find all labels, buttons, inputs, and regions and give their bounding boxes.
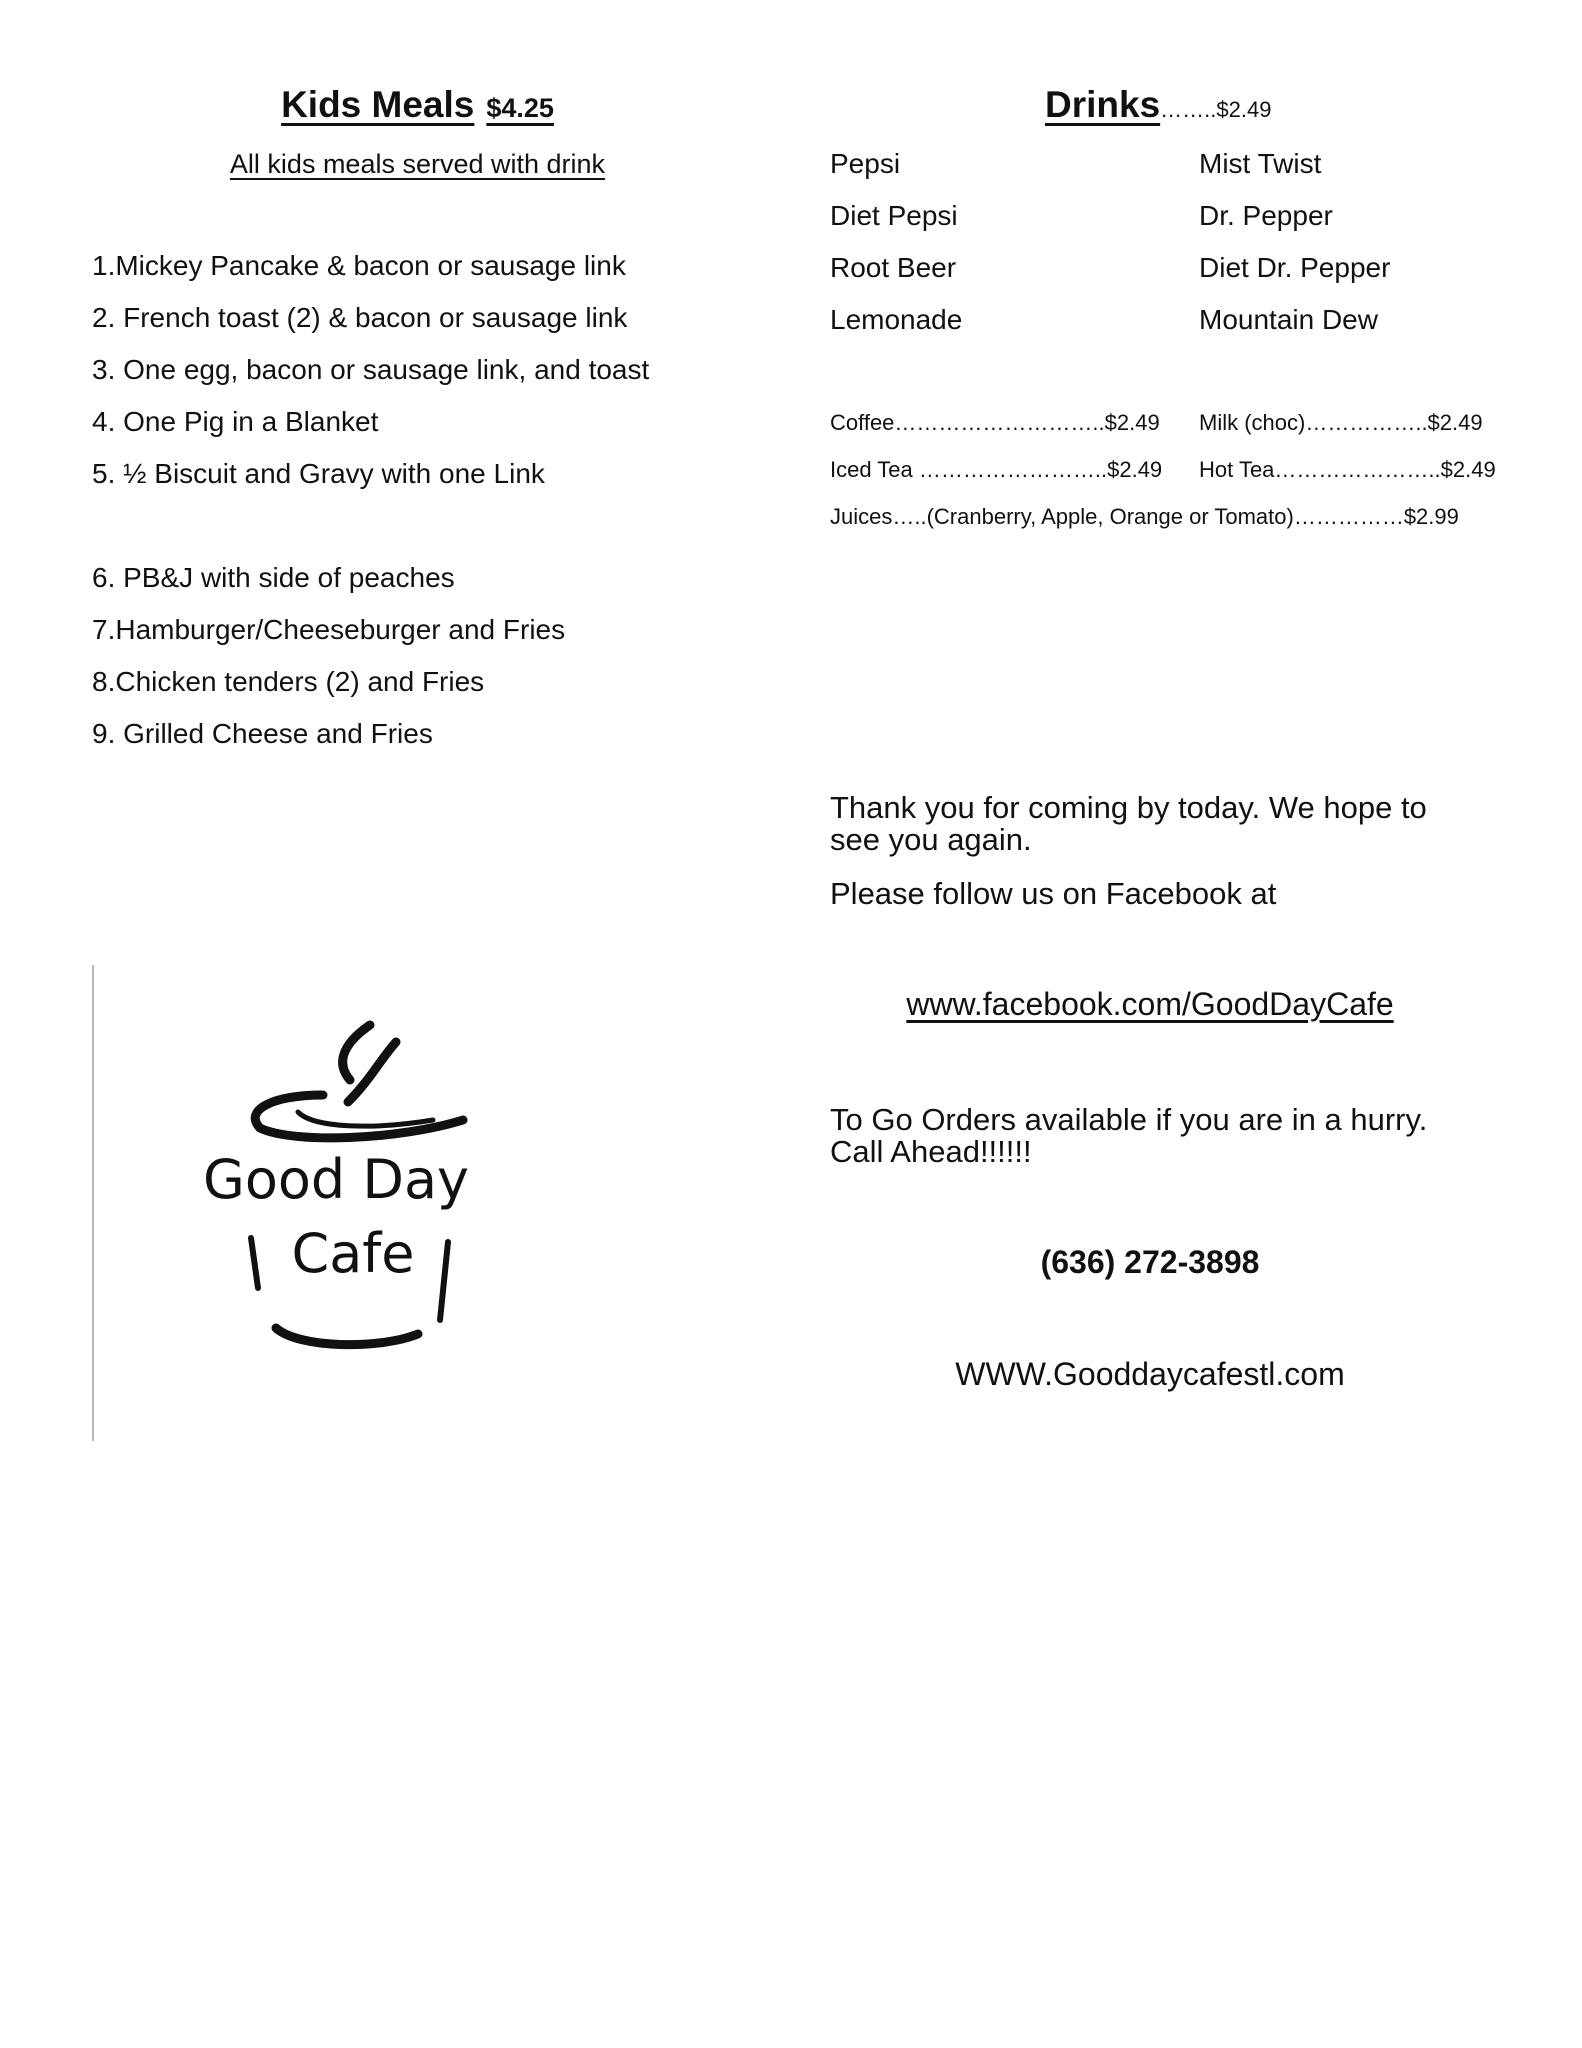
logo-text-cafe: Cafe [291, 1222, 415, 1285]
kids-meal-item-5: 5. ½ Biscuit and Gravy with one Link [92, 458, 545, 489]
soda-dr-pepper: Dr. Pepper [1199, 200, 1333, 231]
facebook-link[interactable]: www.facebook.com/GoodDayCafe [906, 986, 1394, 1022]
coffee-cup-icon [148, 1020, 528, 1370]
website-link[interactable]: WWW.Gooddaycafestl.com [955, 1356, 1345, 1392]
thank-you-message: Thank you for coming by today. We hope to see you again. [830, 790, 1427, 857]
kids-meal-item-6: 6. PB&J with side of peaches [92, 562, 455, 593]
drink-coffee: Coffee………………………..$2.49 [830, 410, 1160, 435]
drink-iced-tea: Iced Tea ……………………..$2.49 [830, 457, 1163, 482]
kids-meal-item-1: 1.Mickey Pancake & bacon or sausage link [92, 250, 626, 281]
drink-hot-tea: Hot Tea…………………..$2.49 [1199, 457, 1496, 482]
logo-text-good-day: Good Day [203, 1148, 469, 1211]
kids-meal-item-4: 4. One Pig in a Blanket [92, 406, 379, 437]
drink-juices: Juices…..(Cranberry, Apple, Orange or Tomato)……………$2.99 [830, 504, 1459, 529]
drink-milk: Milk (choc)……………..$2.49 [1199, 410, 1483, 435]
drinks-heading: Drinks [1045, 84, 1161, 125]
soda-pepsi: Pepsi [830, 148, 901, 179]
kids-meal-item-3: 3. One egg, bacon or sausage link, and toast [92, 354, 650, 385]
good-day-cafe-logo [148, 1020, 528, 1370]
drinks-price: ……..$2.49 [1160, 97, 1272, 122]
follow-facebook-text: Please follow us on Facebook at [830, 876, 1277, 911]
kids-meals-price: $4.25 [486, 93, 554, 123]
kids-meals-title [90, 84, 745, 126]
soda-mountain-dew: Mountain Dew [1199, 304, 1378, 335]
soda-diet-dr-pepper: Diet Dr. Pepper [1199, 252, 1391, 283]
drinks-title [1045, 84, 1271, 126]
kids-meals-subtitle: All kids meals served with drink [229, 149, 606, 179]
phone-number: (636) 272-3898 [1040, 1244, 1260, 1280]
kids-meal-item-8: 8.Chicken tenders (2) and Fries [92, 666, 485, 697]
soda-mist-twist: Mist Twist [1199, 148, 1322, 179]
soda-diet-pepsi: Diet Pepsi [830, 200, 958, 231]
kids-meal-item-7: 7.Hamburger/Cheeseburger and Fries [92, 614, 566, 645]
to-go-orders-text: To Go Orders available if you are in a hurry. Call Ahead!!!!!! [830, 1102, 1428, 1169]
logo-divider-line [92, 965, 94, 1441]
soda-lemonade: Lemonade [830, 304, 963, 335]
kids-meal-item-2: 2. French toast (2) & bacon or sausage link [92, 302, 628, 333]
kids-meals-heading: Kids Meals [281, 84, 475, 125]
soda-root-beer: Root Beer [830, 252, 957, 283]
kids-meal-item-9: 9. Grilled Cheese and Fries [92, 718, 433, 749]
